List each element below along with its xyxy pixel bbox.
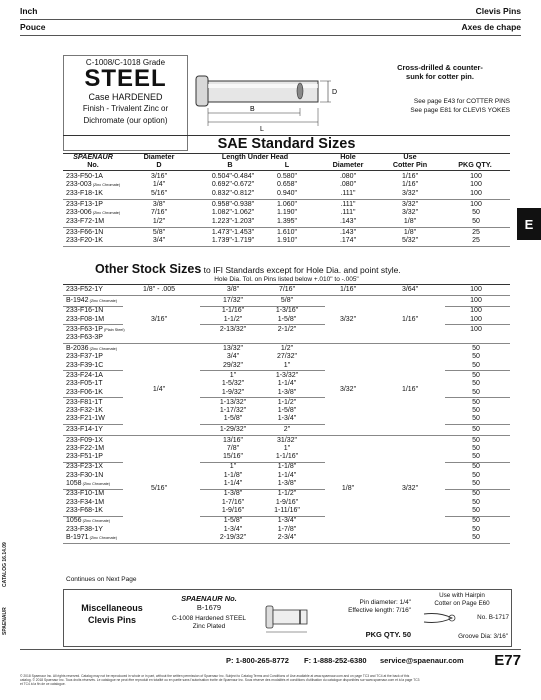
cell-qty: 100	[470, 315, 482, 323]
hairpin-cotter-icon	[422, 610, 462, 626]
cell-qty: 50	[472, 353, 480, 361]
cell-l: 1-1/4"	[277, 380, 297, 388]
cell-l: 1"	[283, 361, 291, 369]
cell-l: 1.610"	[276, 228, 298, 236]
part-number: B-1942(Zinc Chromate)	[66, 297, 118, 304]
col-length: Length Under Head	[221, 152, 289, 161]
see-cotter-pins: See page E43 for COTTER PINS	[413, 98, 510, 105]
clevis-pin-diagram	[190, 58, 355, 133]
part-number: 233-F08-1M	[66, 315, 105, 323]
group-1-4-subrule	[200, 370, 325, 371]
misc-clevis-box	[63, 589, 512, 647]
cell-l: 0.580"	[276, 173, 298, 180]
cell-hole: .143"	[339, 217, 357, 225]
cell-cotter: 3/64"	[401, 286, 419, 293]
cell-b: 1-5/32"	[221, 380, 245, 388]
cell-l: 1-3/32"	[275, 371, 299, 379]
part-number: 233-F68-1K	[66, 506, 103, 514]
col-l: L	[284, 160, 290, 169]
part-number: 233-F51-1P	[66, 453, 103, 461]
misc-title-2: Clevis Pins	[87, 615, 137, 625]
other-stock-subtitle: to IFI Standards except for Hole Dia. and point style.	[201, 265, 401, 275]
col-no: No.	[87, 160, 99, 169]
cell-b: 1.082"-1.062"	[211, 209, 255, 217]
cell-qty: 50	[472, 388, 480, 396]
cell-l: 1/2"	[280, 345, 294, 352]
group-3-16-subrule	[200, 324, 325, 325]
diagram-label-b: B	[250, 106, 255, 113]
group-3-16-subrule	[200, 306, 325, 307]
misc-title-1: Miscellaneous	[81, 603, 143, 613]
cell-b: 1-1/8"	[223, 471, 243, 479]
cell-b: 2-19/32"	[219, 533, 247, 541]
part-number: 233-F13-1P	[66, 200, 103, 208]
part-number: 233-F32-1K	[66, 407, 103, 415]
part-number: 233-F24-1A	[66, 371, 103, 379]
cell-cotter: 3/32"	[401, 200, 419, 208]
cell-qty: 50	[472, 480, 480, 487]
misc-part-no: B-1679	[196, 603, 222, 612]
cell-b: 1-5/8"	[223, 517, 243, 525]
cell-hole: .080"	[339, 181, 357, 189]
cell-hole: .111"	[340, 209, 356, 217]
cell-qty: 50	[472, 398, 480, 406]
cell-b: 0.958"-0.938"	[211, 200, 255, 208]
header-right-fr: Axes de chape	[461, 22, 521, 32]
part-number: 233-F63-3P	[66, 334, 103, 342]
misc-pin-diameter: Pin diameter: 1/4"	[359, 599, 411, 606]
cell-l: 1"	[283, 444, 291, 452]
cell-hole: .174"	[339, 237, 357, 245]
cell-b: 17/32"	[222, 297, 244, 304]
group-5-16-cotter: 3/32"	[401, 485, 419, 493]
cell-l: 7/16"	[278, 286, 296, 293]
cell-qty: 50	[472, 463, 480, 471]
cell-b: 3/4"	[226, 353, 240, 361]
col-d: D	[156, 160, 162, 169]
footer-phone: P: 1-800-265-8772	[226, 656, 289, 665]
cell-qty: 100	[470, 297, 482, 304]
catalog-code: CATALOG 16.14.09	[2, 542, 8, 587]
cell-qty: 50	[472, 217, 480, 225]
group-5-16-subrule	[200, 462, 325, 463]
part-number: 1058(Zinc Chromate)	[66, 480, 111, 487]
cell-b: 15/16"	[222, 453, 244, 461]
cell-b: 1-1/2"	[223, 315, 243, 323]
cell-qty: 50	[472, 361, 480, 369]
other-stock-title	[63, 263, 510, 275]
cell-l: 1.190"	[276, 209, 298, 217]
cell-b: 1.473"-1.453"	[211, 228, 255, 236]
cell-l: 1-5/8"	[277, 315, 297, 323]
cross-drilled-note-2: sunk for cotter pin.	[406, 72, 474, 81]
cell-qty: 50	[472, 525, 480, 533]
cell-qty: 50	[472, 533, 480, 541]
cell-l: 5/8"	[280, 297, 294, 304]
misc-pin-icon	[262, 598, 317, 638]
footer-fax: F: 1-888-252-6380	[304, 656, 367, 665]
cell-qty: 50	[472, 380, 480, 388]
group-3-16-hole: 3/32"	[339, 315, 357, 323]
cell-b: 1-9/16"	[221, 506, 245, 514]
sae-title: SAE Standard Sizes	[63, 135, 510, 154]
col-spaenaur: SPAENAUR	[73, 152, 113, 161]
cell-l: 1-3/8"	[277, 480, 297, 487]
cross-drilled-note-1: Cross-drilled & counter-	[397, 63, 483, 72]
part-number: 233-F20-1K	[66, 237, 103, 245]
cell-qty: 50	[472, 407, 480, 415]
header-left-en: Inch	[20, 6, 38, 16]
cell-hole: 1/16"	[339, 286, 357, 293]
cell-b: 1-9/32"	[221, 388, 245, 396]
sae-group-rule	[63, 227, 510, 228]
cell-qty: 50	[472, 415, 480, 423]
cell-d: 3/4"	[152, 237, 166, 245]
finish-tag: (Zinc Chromate)	[89, 299, 118, 303]
cell-b: 1-7/16"	[221, 498, 245, 506]
part-number: 233-F50-1A	[66, 173, 103, 180]
group-5-16-subrule	[200, 516, 325, 517]
part-number: 233-F39-1C	[66, 361, 104, 369]
cell-b: 2-13/32"	[219, 325, 247, 333]
misc-desc-1: C-1008 Hardened STEEL	[171, 615, 247, 622]
cell-d: 5/16"	[150, 189, 168, 197]
col-hole-diameter: Diameter	[332, 160, 364, 169]
continues-note: Continues on Next Page	[66, 576, 137, 583]
cell-qty: 50	[472, 345, 480, 352]
col-diameter: Diameter	[143, 152, 175, 161]
cell-qty: 50	[472, 490, 480, 498]
part-number: 233-F52-1Y	[66, 286, 103, 293]
diagram-label-d: D	[332, 89, 338, 96]
cell-l: 0.940"	[276, 189, 298, 197]
cell-qty: 100	[470, 189, 482, 197]
col-hole: Hole	[340, 152, 356, 161]
part-number: 233-F72-1M	[66, 217, 105, 225]
finish-tag: (Zinc Chromate)	[89, 535, 118, 540]
cell-qty: 50	[472, 453, 480, 461]
part-number: 233-003(Zinc Chromate)	[66, 181, 121, 189]
cell-l: 1.910"	[276, 237, 298, 245]
cell-b: 1"	[229, 463, 237, 471]
cell-qty: 50	[472, 371, 480, 379]
cell-qty: 50	[472, 498, 480, 506]
cell-l: 1-3/4"	[277, 415, 297, 423]
part-number: 233-F30-1N	[66, 471, 104, 479]
groove-diameter: Groove Dia: 3/16"	[458, 633, 508, 640]
cell-b: 29/32"	[222, 361, 244, 369]
other-header-rule	[63, 284, 510, 285]
col-use: Use	[403, 152, 417, 161]
cell-b: 0.504"-0.484"	[211, 173, 255, 180]
cell-qty: 50	[472, 444, 480, 452]
part-number: 233-F09-1X	[66, 436, 103, 444]
part-number: 233-F38-1Y	[66, 525, 103, 533]
cell-b: 0.832"-0.812"	[211, 189, 255, 197]
cell-d: 7/16"	[150, 209, 168, 217]
cell-cotter: 3/32"	[401, 209, 419, 217]
hairpin-note-2: Cotter on Page E60	[434, 600, 490, 607]
part-number: 233-F05-1T	[66, 380, 103, 388]
footer-divider	[20, 649, 521, 650]
cell-qty: 100	[470, 325, 482, 333]
part-number: 1056(Zinc Chromate)	[66, 517, 111, 525]
cell-l: 2"	[283, 425, 291, 433]
part-number: 233-006(Zinc Chromate)	[66, 209, 121, 217]
finish-tag: (Zinc Chromate)	[92, 211, 121, 216]
cell-cotter: 5/32"	[401, 237, 419, 245]
cell-d: 1/8" - .005	[142, 286, 176, 293]
cell-b: 1-3/8"	[223, 490, 243, 498]
cell-cotter: 1/16"	[401, 181, 419, 189]
cell-cotter: 1/8"	[403, 228, 417, 236]
group-5-16-subrule	[200, 489, 325, 490]
cell-l: 27/32"	[276, 353, 298, 361]
misc-effective-length: Effective length: 7/16"	[348, 607, 411, 614]
steel-grade: C-1008/C-1018 Grade	[85, 58, 166, 67]
cell-qty: 100	[470, 181, 482, 189]
section-tab: E	[517, 208, 541, 240]
part-number: 233-F63-1P(Plain Steel)	[66, 325, 125, 333]
cell-l: 2-1/2"	[277, 325, 297, 333]
finish-tag: (Plain Steel)	[103, 327, 125, 332]
steel-title: STEEL	[84, 65, 167, 92]
cell-qty: 25	[472, 237, 480, 245]
group-1-4-rule	[63, 435, 510, 436]
cell-l: 0.658"	[276, 181, 298, 189]
group-1-4-cotter: 1/16"	[401, 385, 419, 393]
cell-b: 1-1/16"	[221, 307, 245, 315]
cell-b: 1-5/8"	[223, 415, 243, 423]
cell-d: 1/2"	[152, 217, 166, 225]
part-number: 233-F10-1M	[66, 490, 105, 498]
page-number: E77	[494, 652, 521, 669]
group-3-16-rule	[63, 343, 510, 344]
misc-pkg-qty: PKG QTY. 50	[365, 630, 411, 639]
other-stock-heading: Other Stock Sizes	[95, 262, 202, 276]
steel-case: Case HARDENED	[88, 92, 163, 102]
group-1-4-subrule	[200, 397, 325, 398]
finish-tag: (Zinc Chromate)	[82, 519, 111, 524]
sae-bottom-rule	[63, 246, 510, 247]
cell-l: 1-1/4"	[277, 471, 297, 479]
part-number: B-1971(Zinc Chromate)	[66, 533, 118, 541]
part-number: 233-F06-1K	[66, 388, 103, 396]
part-number: 233-F14-1Y	[66, 425, 103, 433]
cell-b: 1"	[229, 371, 237, 379]
finish-tag: (Zinc Chromate)	[82, 482, 111, 486]
col-pkg-qty: PKG QTY.	[458, 160, 492, 169]
legal-text: © 2018 Spaenaur Inc. All rights reserved. Catalog may not be reproduced in whole or in part, without the written permission of Spaenaur Inc. Subject to Catalog Terms and Conditions of Use available at www.spaenaur.com and on page TC3 and TC4 at the back of this catalog. © 2018 Spaenaur Inc. Tous droits réservés. Le catalogue ne peut être reproduit en totalité ou en partie sans l'autorisation écrite de Spaenaur Inc. Sous réserve des modalités et conditions d'utilisation du catalogue disponibles sur www.spaenaur.com et à la page TC3 et TC4 à la fin de ce catalogue.	[20, 674, 420, 687]
steel-finish-1: Finish - Trivalent Zinc or	[82, 104, 169, 113]
group-3-16-cotter: 1/16"	[401, 315, 419, 323]
part-number: 233-F21-1W	[66, 415, 105, 423]
cell-cotter: 3/32"	[401, 189, 419, 197]
cell-b: 1-29/32"	[219, 425, 247, 433]
see-clevis-yokes: See page E81 for CLEVIS YOKES	[410, 107, 510, 114]
cell-d: 3/8"	[152, 200, 166, 208]
cell-cotter: 1/8"	[403, 217, 417, 225]
cell-b: 1.223"-1.203"	[211, 217, 255, 225]
part-number: 233-F81-1T	[66, 398, 103, 406]
sae-group-rule	[63, 199, 510, 200]
cell-b: 1-13/32"	[219, 398, 247, 406]
cell-b: 1-3/4"	[223, 525, 243, 533]
brand-vertical: SPAENAUR	[2, 607, 8, 635]
cell-l: 1-1/2"	[277, 398, 297, 406]
sae-header-rule	[63, 170, 510, 171]
group-1-4-diameter: 1/4"	[152, 385, 166, 393]
part-number: 233-F34-1M	[66, 498, 105, 506]
part-number: 233-F22-1M	[66, 444, 105, 452]
cell-l: 1-5/8"	[277, 407, 297, 415]
cell-d: 1/4"	[152, 181, 166, 189]
cell-hole: .080"	[339, 173, 357, 180]
cell-qty: 50	[472, 506, 480, 514]
cell-qty: 50	[472, 517, 480, 525]
col-cotter-pin: Cotter Pin	[392, 160, 428, 169]
cell-hole: .111"	[340, 189, 356, 197]
cell-qty: 50	[472, 436, 480, 444]
cell-l: 1-3/4"	[277, 517, 297, 525]
cell-cotter: 1/16"	[401, 173, 419, 180]
cell-b: 1-1/4"	[223, 480, 243, 487]
cell-b: 13/16"	[222, 436, 244, 444]
hairpin-note-1: Use with Hairpin	[439, 592, 485, 599]
cell-b: 0.692"-0.672"	[211, 181, 255, 189]
footer-email[interactable]: service@spaenaur.com	[380, 656, 464, 665]
steel-finish-2: Dichromate (our option)	[83, 116, 168, 125]
col-b: B	[227, 160, 233, 169]
cell-b: 3/8"	[226, 286, 240, 293]
cell-l: 1.395"	[276, 217, 298, 225]
cell-l: 1-9/16"	[275, 498, 299, 506]
cell-b: 13/32"	[222, 345, 244, 352]
finish-tag: (Zinc Chromate)	[89, 347, 118, 351]
cell-b: 7/8"	[226, 444, 240, 452]
cell-b: 1-17/32"	[219, 407, 247, 415]
part-number: 233-F18-1K	[66, 189, 103, 197]
misc-desc-2: Zinc Plated	[192, 623, 226, 630]
header-divider-2	[20, 35, 521, 36]
group-1-4-subrule	[200, 424, 325, 425]
part-number: 233-F66-1N	[66, 228, 104, 236]
hairpin-part-no: No. B-1717	[477, 614, 509, 621]
group-5-16-hole: 1/8"	[341, 485, 355, 493]
group-5-16-diameter: 5/16"	[150, 485, 168, 493]
finish-tag: (Zinc Chromate)	[92, 183, 121, 188]
cell-qty: 100	[470, 286, 482, 293]
cell-qty: 100	[470, 200, 482, 208]
cell-qty: 50	[472, 471, 480, 479]
cell-qty: 25	[472, 228, 480, 236]
cell-l: 1-1/16"	[275, 453, 299, 461]
group-3-16-diameter: 3/16"	[150, 315, 168, 323]
cell-d: 5/8"	[152, 228, 166, 236]
diagram-label-l: L	[260, 126, 264, 133]
part-number: 233-F37-1P	[66, 353, 103, 361]
cell-l: 1-1/2"	[277, 490, 297, 498]
part-number: B-2036(Zinc Chromate)	[66, 345, 118, 352]
cell-hole: .111"	[340, 200, 356, 208]
group-5-16-rule	[63, 543, 510, 544]
cell-l: 31/32"	[276, 436, 298, 444]
cell-l: 1-7/8"	[277, 525, 297, 533]
cell-hole: .143"	[339, 228, 357, 236]
cell-l: 2-3/4"	[277, 533, 297, 541]
part-number: 233-F23-1X	[66, 463, 103, 471]
part-number: 233-F16-1N	[66, 307, 104, 315]
cell-l: 1.060"	[276, 200, 298, 208]
other-row-rule	[63, 295, 510, 296]
cell-l: 1-11/16"	[274, 506, 300, 514]
header-divider	[20, 19, 521, 20]
cell-qty: 50	[472, 425, 480, 433]
cell-qty: 50	[472, 209, 480, 217]
cell-d: 3/16"	[150, 173, 168, 180]
header-right-en: Clevis Pins	[475, 6, 521, 16]
cell-l: 1-3/16"	[275, 307, 299, 315]
hole-tolerance-note: Hole Dia. Tol. on Pins listed below +.010" to -.005"	[214, 276, 359, 283]
cell-l: 1-3/8"	[277, 388, 297, 396]
cell-b: 1.739"-1.719"	[211, 237, 255, 245]
cell-qty: 100	[470, 307, 482, 315]
header-left-fr: Pouce	[20, 22, 46, 32]
misc-spaenaur-no: SPAENAUR No.	[181, 594, 237, 603]
cell-l: 1-1/8"	[277, 463, 297, 471]
group-1-4-hole: 3/32"	[339, 385, 357, 393]
cell-qty: 100	[470, 173, 482, 180]
